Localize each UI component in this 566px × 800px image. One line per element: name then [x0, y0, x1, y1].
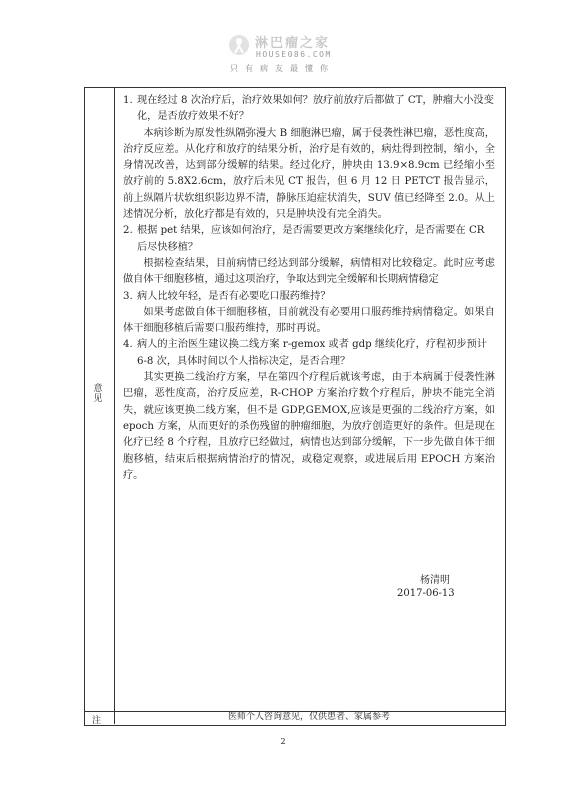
question-number: 1.	[123, 95, 133, 106]
question-number: 3.	[123, 290, 133, 302]
answer-4: 其实更换二线治疗方案，早在第四个疗程后就该考虑，由于本病属于侵袭性淋巴瘤，恶性度高，治疗反应差，R-CHOP 方案治疗数个疗程后，肿块不能完全消失，就应该更换二线方案，但不是 GDP,GEMOX,应该是更强的二线治疗方案，如 epoch 方案，从而更好的杀伤残留的肿瘤细胞，为放疗创造更好的条件。但是现在化疗已经 8 个疗程，且放疗已经做过，病情也达到部分缓解，下一步先做自体干细胞移植，结束后根据病情治疗的情况，或稳定观察，或进展后用 EPOCH 方案治疗。	[123, 372, 495, 481]
site-logo	[0, 30, 566, 78]
answer-3: 如果考虑做自体干细胞移植，目前就没有必要用口服药维持病情稳定。如果自体干细胞移植后需要口服药维持，那时再说。	[123, 306, 495, 335]
question-4	[123, 337, 495, 370]
question-number: 4.	[123, 339, 133, 351]
question-text: 病人比较年轻，是否有必要吃口服药维持？	[137, 290, 331, 302]
row-label-opinion: 意见	[93, 384, 103, 404]
disclaimer-note: 医师个人咨询意见，仅供患者、家属参考	[227, 712, 390, 722]
question-1	[123, 93, 495, 126]
question-text: 现在经过 8 次治疗后，治疗效果如何？放疗前放疗后都做了 CT，肿瘤大小没变化，是否放疗效果不好？	[137, 95, 494, 123]
question-2	[123, 223, 495, 256]
question-number: 2.	[123, 225, 133, 237]
signature-date: 2017-06-13	[397, 588, 455, 599]
answer-1: 本病诊断为原发性纵隔弥漫大 B 细胞淋巴瘤，属于侵袭性淋巴瘤，恶性度高，治疗反应差。从化疗和放疗的结果分析，治疗是有效的，病灶得到控制，缩小，全身情况改善，达到部分缓解的结果。经过化疗，肿块由 13.9×8.9cm 已经缩小至放疗前的 5.8X2.6cm，放疗后未见 CT 报告，但 6 月 12 日 PETCT 报告显示，前上纵隔片状软组织影边界不清，静脉压迫症状消失，SUV 值已经降至 2.0。从上述情况分析，放化疗都是有效的，只是肿块没有完全消失。	[123, 127, 495, 221]
row-label-note: 注	[92, 716, 102, 726]
question-text: 根据 pet 结果，应该如何治疗，是否需要更改方案继续化疗，是否需要在 CR 后尽快移植？	[137, 225, 485, 253]
question-3	[123, 289, 495, 305]
page-number: 2	[280, 737, 286, 746]
logo-slogan: 只有病友最懂你	[230, 64, 335, 73]
question-text: 病人的主治医生建议换二线方案 r-gemox 或者 gdp 继续化疗，疗程初步预计 6-8 次，具体时间以个人指标决定，是否合理？	[137, 339, 487, 367]
logo-url: HOUSE086.COM	[256, 50, 332, 59]
opinion-content	[123, 93, 495, 484]
logo-name: 淋巴瘤之家	[255, 36, 331, 51]
ribbon-logo-icon	[228, 34, 250, 56]
answer-2: 根据检查结果，目前病情已经达到部分缓解，病情相对比较稳定。此时应考虑做自体干细胞移植，通过这项治疗，争取达到完全缓解和长期病情稳定	[123, 257, 495, 286]
doctor-signature: 杨清明	[420, 575, 450, 586]
